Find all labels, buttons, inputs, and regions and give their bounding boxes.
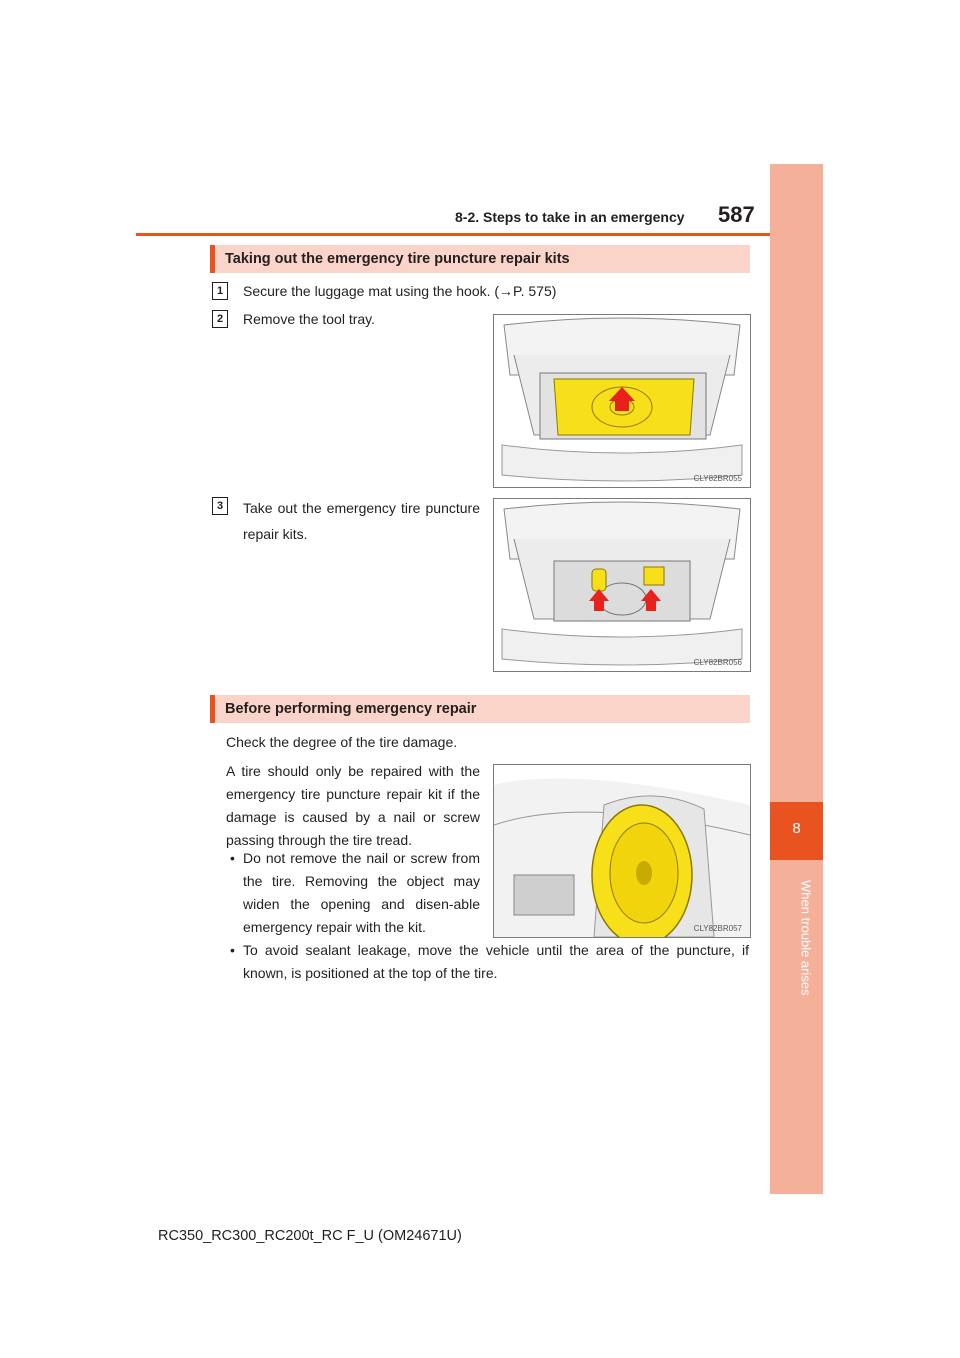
damage-paragraph: A tire should only be repaired with the emergency tire puncture repair kit if the damage is caused by a nail or screw passing through the tire tread. (226, 763, 480, 848)
front-tire-illustration (494, 765, 750, 937)
bullet-1-text: Do not remove the nail or screw from the tire. Removing the object may widen the opening and disen-able emergency repair with the kit. (243, 850, 480, 935)
step-2-text: Remove the tool tray. (243, 311, 376, 327)
footer-model: RC350_RC300_RC200t_RC F_U (OM24671U) (158, 1228, 462, 1244)
chapter-number-tab (770, 802, 823, 860)
figure-code: CLY82BR056 (693, 658, 742, 667)
header-rule (136, 233, 823, 236)
step-1-text: Secure the luggage mat using the hook. (→P. 575) (243, 283, 557, 299)
figure-front-tire (493, 764, 751, 938)
chapter-title: When trouble arises (798, 880, 814, 996)
figure-tool-tray (493, 314, 751, 488)
chapter-number: 8 (792, 820, 801, 837)
chapter-side-tab (770, 164, 823, 1194)
step-3-text: Take out the emergency tire puncture repair kits. (243, 500, 480, 542)
step-badge-2: 2 (212, 310, 228, 328)
compressor-icon (644, 567, 664, 585)
sealant-bottle-icon (592, 569, 606, 591)
trunk-tool-tray-illustration (494, 315, 750, 487)
trunk-repair-kits-illustration (494, 499, 750, 671)
figure-code: CLY82BR057 (693, 924, 742, 933)
step-badge-3: 3 (212, 497, 228, 515)
chapter-title-tab (770, 880, 823, 1000)
bullet-2-text: To avoid sealant leakage, move the vehicle until the area of the puncture, if known, is positioned at the top of the tire. (243, 942, 749, 981)
page-number: 587 (718, 202, 755, 227)
figure-repair-kits (493, 498, 751, 672)
bullet-dot: • (230, 942, 235, 958)
section-heading-before-repair: Before performing emergency repair (210, 695, 750, 723)
header-section-title: 8-2. Steps to take in an emergency (455, 209, 685, 225)
section-heading-repair-kits: Taking out the emergency tire puncture repair kits (210, 245, 750, 273)
bullet-dot: • (230, 850, 235, 866)
figure-code: CLY82BR055 (693, 474, 742, 483)
step-badge-1: 1 (212, 282, 228, 300)
intro-text: Check the degree of the tire damage. (226, 734, 458, 750)
